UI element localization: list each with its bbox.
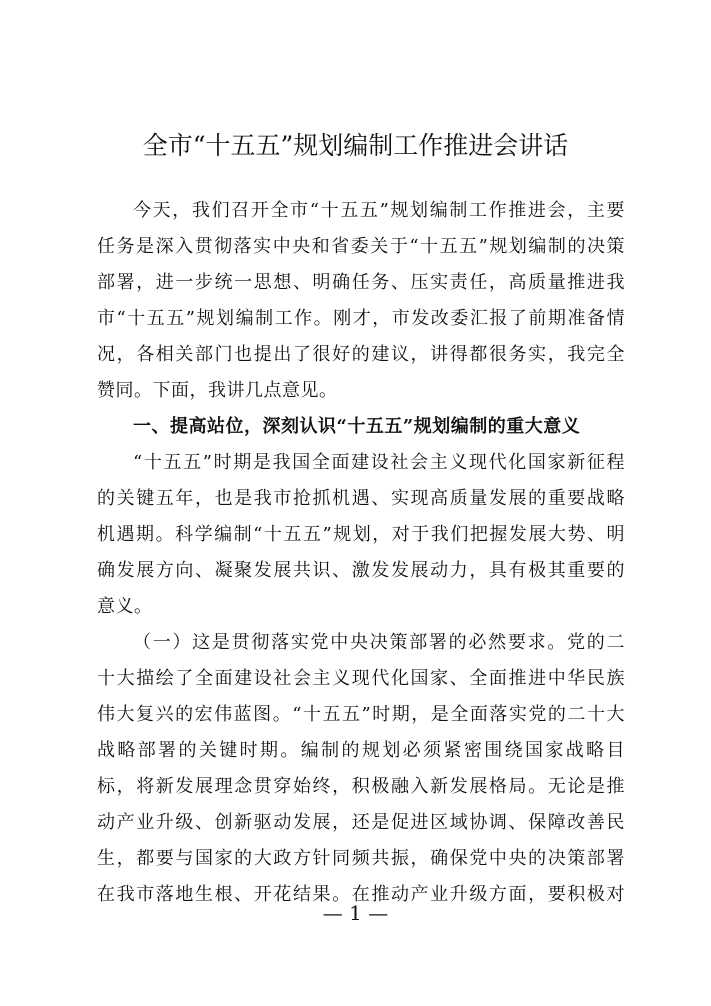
body-line: 在我市落地生根、开花结果。在推动产业升级方面，要积极对 xyxy=(97,884,625,905)
section-heading: 一、提高站位，深刻认识“十五五”规划编制的重大意义 xyxy=(133,416,581,437)
body-line: 赞同。下面，我讲几点意见。 xyxy=(97,380,338,401)
page-number: — 1 — xyxy=(322,901,389,925)
body-line: 战略部署的关键时期。编制的规划必须紧密围绕国家战略目 xyxy=(97,740,625,761)
body-line: 动产业升级、创新驱动发展，还是促进区域协调、保障改善民 xyxy=(97,812,625,833)
body-line: 机遇期。科学编制“十五五”规划，对于我们把握发展大势、明 xyxy=(97,524,625,545)
body-line: 伟大复兴的宏伟蓝图。“十五五”时期，是全面落实党的二十大 xyxy=(97,704,625,725)
subsection-heading-line: （一）这是贯彻落实党中央决策部署的必然要求。党的二 xyxy=(133,632,625,653)
body-line: 的关键五年，也是我市抢抓机遇、实现高质量发展的重要战略 xyxy=(97,488,625,509)
body-line: “十五五”时期是我国全面建设社会主义现代化国家新征程 xyxy=(133,452,625,473)
body-line: 意义。 xyxy=(97,596,153,617)
body-line: 确发展方向、凝聚发展共识、激发发展动力，具有极其重要的 xyxy=(97,560,625,581)
body-line: 部署，进一步统一思想、明确任务、压实责任，高质量推进我 xyxy=(97,272,625,293)
body-line: 况，各相关部门也提出了很好的建议，讲得都很务实，我完全 xyxy=(97,344,625,365)
body-line: 生，都要与国家的大政方针同频共振，确保党中央的决策部署 xyxy=(97,848,625,869)
body-line: 十大描绘了全面建设社会主义现代化国家、全面推进中华民族 xyxy=(97,668,625,689)
document-body xyxy=(97,193,625,913)
document-title: 全市“十五五”规划编制工作推进会讲话 xyxy=(142,131,569,160)
body-line: 任务是深入贯彻落实中央和省委关于“十五五”规划编制的决策 xyxy=(97,236,625,257)
body-line: 市“十五五”规划编制工作。刚才，市发改委汇报了前期准备情 xyxy=(97,308,625,329)
body-line: 标，将新发展理念贯穿始终，积极融入新发展格局。无论是推 xyxy=(97,776,625,797)
body-line: 今天，我们召开全市“十五五”规划编制工作推进会，主要 xyxy=(133,200,625,221)
